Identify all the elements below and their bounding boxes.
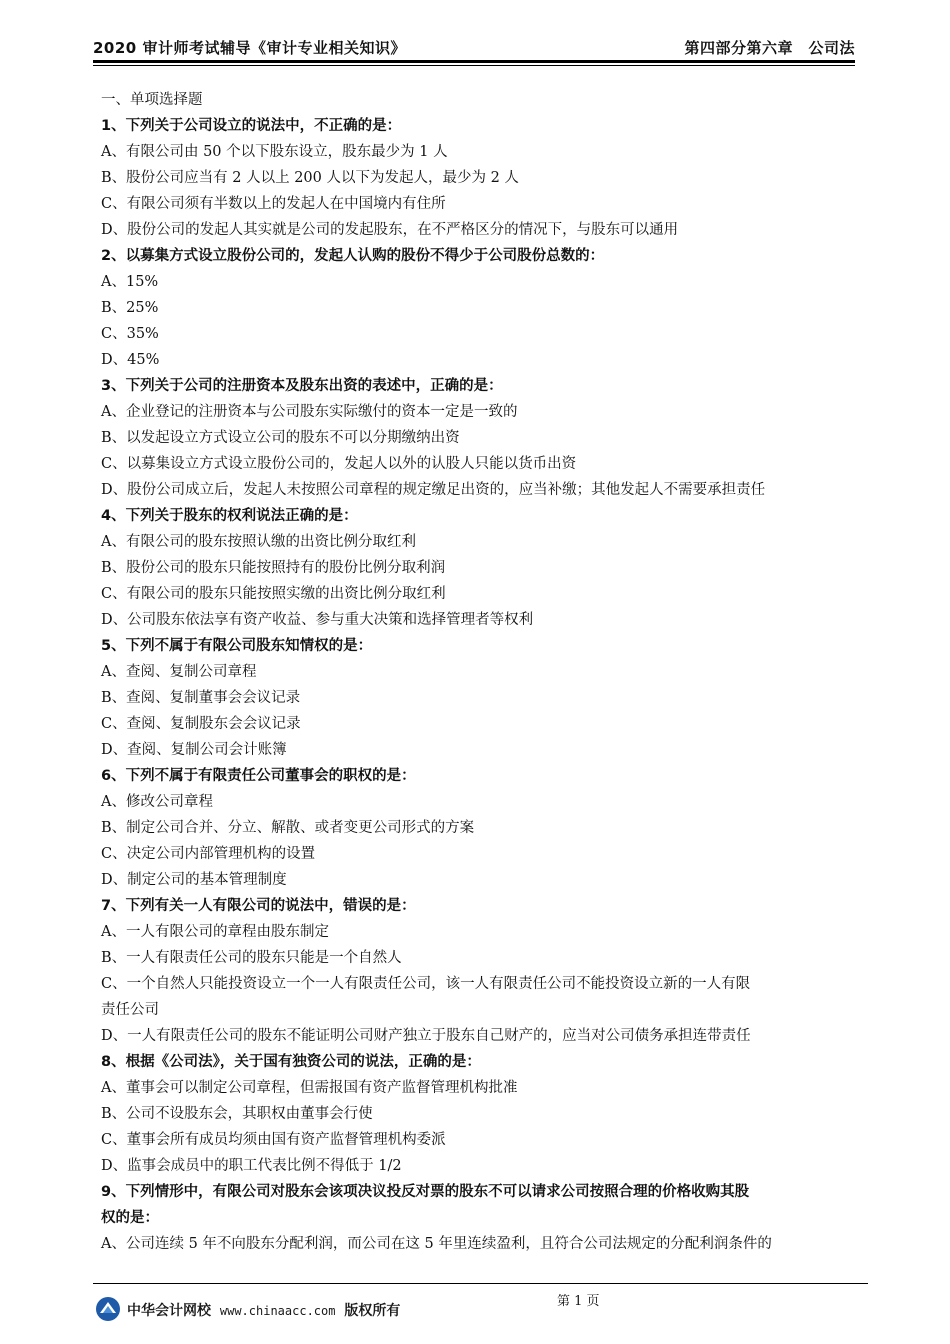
answer-option: C、以募集设立方式设立股份公司的，发起人以外的认股人只能以货币出资 [101,456,577,472]
chinaacc-logo-icon [95,1296,121,1322]
answer-option: B、以发起设立方式设立公司的股东不可以分期缴纳出资 [101,430,460,446]
question-list [101,113,861,1257]
answer-option: A、修改公司章程 [101,794,213,810]
answer-option: B、25% [101,300,159,316]
answer-option: C、有限公司的股东只能按照实缴的出资比例分取红利 [101,586,446,602]
document-body [101,87,861,1257]
footer-rule [93,1283,868,1284]
answer-option: B、一人有限责任公司的股东只能是一个自然人 [101,950,402,966]
answer-option: A、15% [101,274,159,290]
question-stem: 3、下列关于公司的注册资本及股东出资的表述中，正确的是： [101,378,503,394]
section-title: 一、单项选择题 [101,92,203,108]
answer-option: A、一人有限公司的章程由股东制定 [101,924,329,940]
brand-url[interactable]: www.chinaacc.com [219,1304,336,1318]
brand-name: 中华会计网校 [127,1303,211,1319]
answer-option: C、董事会所有成员均须由国有资产监督管理机构委派 [101,1132,446,1148]
answer-option: C、有限公司须有半数以上的发起人在中国境内有住所 [101,196,446,212]
answer-option: B、制定公司合并、分立、解散、或者变更公司形式的方案 [101,820,475,836]
footer-brand [127,1300,400,1320]
answer-option: C、一个自然人只能投资设立一个一人有限责任公司，该一人有限责任公司不能投资设立新的一人有限 [101,976,751,992]
page-number: 第 1 页 [557,1294,600,1309]
header-title-right: 第四部分第六章 公司法 [684,39,855,57]
answer-option: 责任公司 [101,1002,159,1018]
page-header [93,30,855,58]
question-stem: 权的是： [101,1210,159,1226]
question-stem: 8、根据《公司法》，关于国有独资公司的说法，正确的是： [101,1054,481,1070]
header-title-left: 2020 审计师考试辅导《审计专业相关知识》 [93,39,406,57]
answer-option: D、查阅、复制公司会计账簿 [101,742,287,758]
answer-option: A、查阅、复制公司章程 [101,664,257,680]
answer-option: A、有限公司由 50 个以下股东设立，股东最少为 1 人 [101,144,448,160]
question-stem: 6、下列不属于有限责任公司董事会的职权的是： [101,768,416,784]
question-stem: 9、下列情形中，有限公司对股东会该项决议投反对票的股东不可以请求公司按照合理的价格收购其股 [101,1184,750,1200]
header-rule-thick [93,60,855,63]
answer-option: D、股份公司成立后，发起人未按照公司章程的规定缴足出资的，应当补缴；其他发起人不需要承担责任 [101,482,766,498]
question-stem: 5、下列不属于有限公司股东知情权的是： [101,638,373,654]
page-footer [95,1290,875,1330]
answer-option: D、一人有限责任公司的股东不能证明公司财产独立于股东自己财产的，应当对公司债务承担连带责任 [101,1028,751,1044]
answer-option: D、公司股东依法享有资产收益、参与重大决策和选择管理者等权利 [101,612,534,628]
answer-option: D、45% [101,352,160,368]
answer-option: A、有限公司的股东按照认缴的出资比例分取红利 [101,534,416,550]
answer-option: A、董事会可以制定公司章程，但需报国有资产监督管理机构批准 [101,1080,518,1096]
answer-option: D、股份公司的发起人其实就是公司的发起股东，在不严格区分的情况下，与股东可以通用 [101,222,679,238]
answer-option: B、股份公司的股东只能按照持有的股份比例分取利润 [101,560,446,576]
question-stem: 2、以募集方式设立股份公司的，发起人认购的股份不得少于公司股份总数的： [101,248,605,264]
answer-option: D、监事会成员中的职工代表比例不得低于 1/2 [101,1158,402,1174]
answer-option: C、决定公司内部管理机构的设置 [101,846,316,862]
answer-option: D、制定公司的基本管理制度 [101,872,287,888]
answer-option: C、查阅、复制股东会会议记录 [101,716,301,732]
brand-rights: 版权所有 [344,1303,401,1319]
answer-option: B、股份公司应当有 2 人以上 200 人以下为发起人，最少为 2 人 [101,170,519,186]
question-stem: 7、下列有关一人有限公司的说法中，错误的是： [101,898,416,914]
answer-option: A、企业登记的注册资本与公司股东实际缴付的资本一定是一致的 [101,404,518,420]
header-rule-thin [93,65,855,66]
question-stem: 4、下列关于股东的权利说法正确的是： [101,508,358,524]
question-stem: 1、下列关于公司设立的说法中，不正确的是： [101,118,402,134]
answer-option: B、查阅、复制董事会会议记录 [101,690,301,706]
answer-option: A、公司连续 5 年不向股东分配利润，而公司在这 5 年里连续盈利，且符合公司法规定的分配利润条件的 [101,1236,772,1252]
answer-option: C、35% [101,326,159,342]
answer-option: B、公司不设股东会，其职权由董事会行使 [101,1106,373,1122]
